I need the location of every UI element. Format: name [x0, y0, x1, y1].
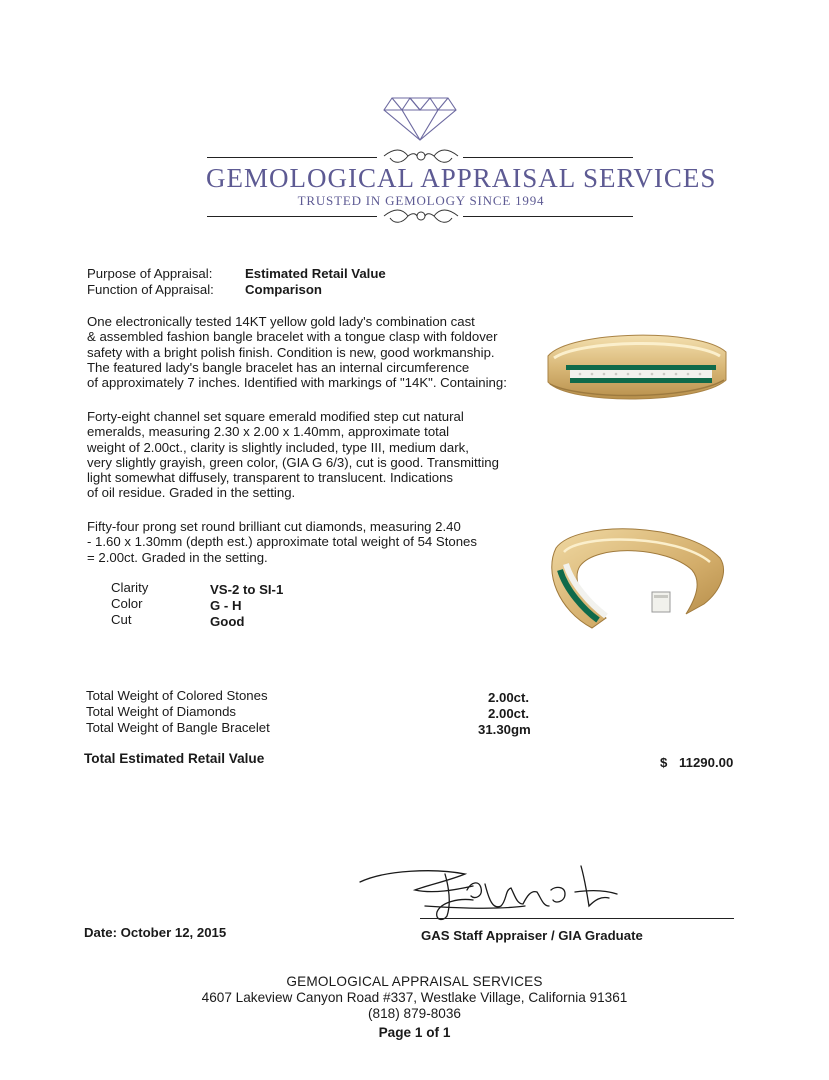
emerald-line: of oil residue. Graded in the setting. [87, 485, 296, 501]
clasp-tongue [652, 592, 670, 612]
footer-address: 4607 Lakeview Canyon Road #337, Westlake Village, California 91361 [201, 990, 628, 1005]
appraisal-date: Date: October 12, 2015 [84, 925, 227, 940]
grading-label-cut: Cut [111, 612, 132, 627]
total-label-diamonds: Total Weight of Diamonds [86, 704, 237, 719]
flourish-icon [382, 206, 460, 226]
diamond-line: - 1.60 x 1.30mm (depth est.) approximate total weight of 54 Stones [87, 534, 477, 550]
emerald-line: light somewhat diffusely, transparent to translucent. Indications [87, 470, 454, 486]
description-line: & assembled fashion bangle bracelet with a tongue clasp with foldover [87, 329, 498, 345]
header-bottom-rule-left [207, 216, 377, 217]
appraiser-signature [355, 860, 635, 924]
header-top-rule-left [207, 157, 377, 158]
company-tagline: TRUSTED IN GEMOLOGY SINCE 1994 [297, 193, 545, 208]
description-line: safety with a bright polish finish. Condition is new, good workmanship. [87, 344, 495, 360]
total-value-bangle: 31.30gm [478, 722, 531, 737]
diamond-description [87, 519, 477, 565]
emerald-row-bottom [570, 378, 712, 383]
purpose-value: Estimated Retail Value [245, 266, 386, 281]
item-description [87, 314, 507, 390]
footer-company: GEMOLOGICAL APPRAISAL SERVICES [286, 974, 543, 989]
bangle-bracelet-open-clasp-photo [536, 518, 732, 640]
grading-value-cut: Good [210, 614, 245, 629]
retail-value-amount: 11290.00 [679, 755, 734, 770]
diamond-line: = 2.00ct. Graded in the setting. [87, 549, 268, 565]
description-line: One electronically tested 14KT yellow gold lady's combination cast [87, 314, 475, 329]
retail-value-label: Total Estimated Retail Value [84, 751, 265, 766]
description-line: The featured lady's bangle bracelet has an internal circumference [87, 359, 470, 375]
flourish-ornament-bottom [382, 206, 460, 230]
grading-value-color: G - H [210, 598, 242, 613]
bangle-bracelet-front-photo [540, 322, 732, 406]
emerald-line: very slightly grayish, green color, (GIA G 6/3), cut is good. Transmitting [87, 454, 499, 470]
emerald-row-top [566, 365, 716, 370]
total-value-diamonds: 2.00ct. [488, 706, 530, 721]
emerald-line: weight of 2.00ct., clarity is slightly included, type III, medium dark, [87, 439, 469, 455]
emerald-description [87, 409, 499, 501]
diamond-logo-icon [382, 94, 458, 142]
page-number: Page 1 of 1 [378, 1025, 451, 1040]
function-label: Function of Appraisal: [87, 282, 214, 297]
emerald-line: emeralds, measuring 2.30 x 2.00 x 1.40mm, approximate total [87, 424, 450, 440]
header-top-rule-right [463, 157, 633, 158]
emerald-line: Forty-eight channel set square emerald modified step cut natural [87, 409, 464, 424]
total-value-colored-stones: 2.00ct. [488, 690, 530, 705]
diamond-line: Fifty-four prong set round brilliant cut diamonds, measuring 2.40 [87, 519, 461, 534]
grading-label-color: Color [111, 596, 143, 611]
signature-line [420, 918, 734, 919]
grading-value-clarity: VS-2 to SI-1 [210, 582, 284, 597]
description-line: of approximately 7 inches. Identified with markings of "14K". Containing: [87, 375, 507, 391]
diamond-pave-band [570, 370, 712, 378]
total-label-bangle: Total Weight of Bangle Bracelet [86, 720, 270, 735]
total-label-colored-stones: Total Weight of Colored Stones [86, 688, 268, 703]
purpose-label: Purpose of Appraisal: [87, 266, 213, 281]
header-bottom-rule-right [463, 216, 633, 217]
footer-phone: (818) 879-8036 [368, 1006, 461, 1021]
retail-value-currency: $ [660, 755, 668, 770]
grading-label-clarity: Clarity [111, 580, 149, 595]
function-value: Comparison [245, 282, 322, 297]
company-title: GEMOLOGICAL APPRAISAL SERVICES [206, 163, 717, 193]
signer-title: GAS Staff Appraiser / GIA Graduate [421, 928, 643, 943]
